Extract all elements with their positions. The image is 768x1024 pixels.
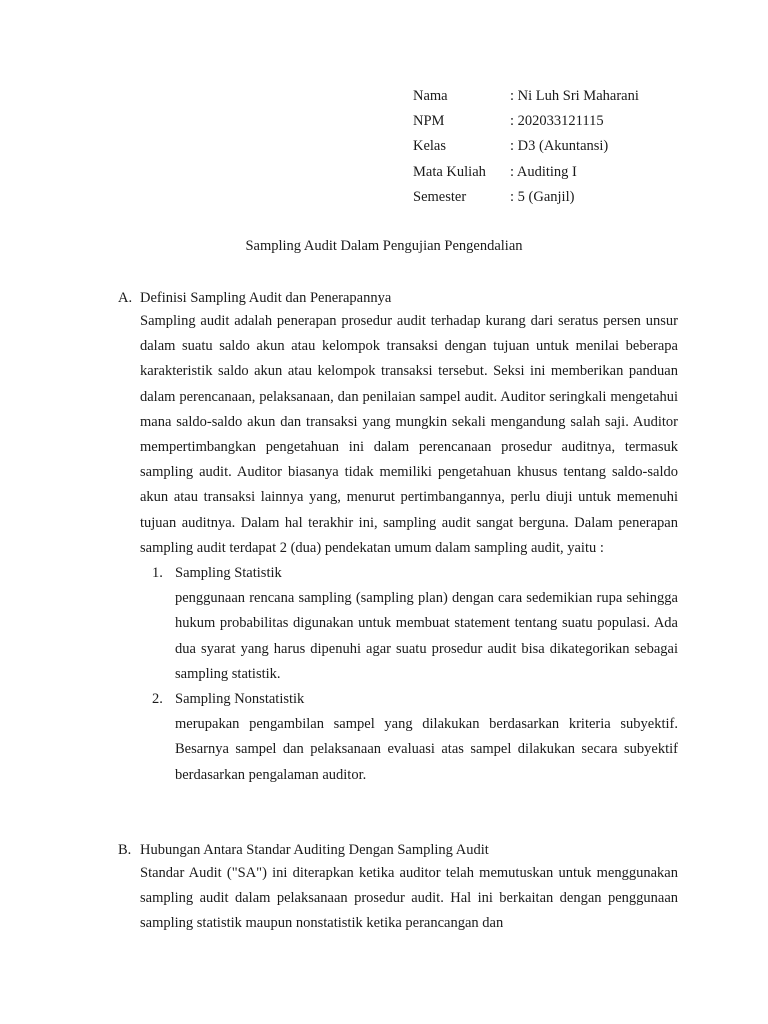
list-item-heading: [140, 561, 678, 586]
identity-value: : 202033121115: [510, 113, 604, 130]
list-item-sampling-nonstatistik: [140, 687, 678, 788]
identity-label: Mata Kuliah: [413, 163, 486, 180]
identity-row-course: [413, 162, 639, 187]
list-item-body: penggunaan rencana sampling (sampling plan) dengan cara sedemikian rupa sehingga hukum probabilitas digunakan untuk membuat statement tentang suatu populasi. Ada dua syarat yang harus dipenuhi agar suatu prosedur audit bisa dikategorikan sebagai sampling statistik.: [175, 590, 678, 682]
identity-value: : Auditing I: [510, 163, 577, 180]
list-item-title: Sampling Nonstatistik: [175, 691, 305, 708]
section-letter: A.: [118, 290, 133, 306]
list-item-title: Sampling Statistik: [175, 565, 282, 582]
list-number: 1.: [152, 565, 163, 582]
list-item-body: merupakan pengambilan sampel yang dilakukan berdasarkan kriteria subyektif. Besarnya sampel dan pelaksanaan evaluasi atas sampel dilakukan secara subyektif berdasarkan pengalaman auditor.: [175, 716, 678, 783]
student-identity-block: [413, 86, 639, 212]
identity-value: : 5 (Ganjil): [510, 188, 575, 205]
identity-label: NPM: [413, 113, 445, 130]
section-heading-text: Definisi Sampling Audit dan Penerapannya: [140, 290, 392, 306]
identity-label: Kelas: [413, 138, 447, 155]
identity-value: : D3 (Akuntansi): [510, 138, 609, 155]
identity-row-semester: [413, 187, 639, 212]
section-b-paragraph: Standar Audit ("SA") ini diterapkan ketika auditor telah memutuskan untuk menggunakan sampling audit dalam pelaksanaan prosedur audit. Hal ini berkaitan dengan penggunaan sampling statistik maupun nonstatistik ketika perancangan dan: [140, 865, 678, 932]
section-a-heading: [118, 288, 678, 309]
section-b-heading: [118, 840, 678, 861]
identity-label: Nama: [413, 88, 448, 104]
list-item-sampling-statistik: [140, 561, 678, 687]
section-heading-text: Hubungan Antara Standar Auditing Dengan Sampling Audit: [140, 842, 489, 858]
identity-value: : Ni Luh Sri Maharani: [510, 88, 639, 104]
identity-row-npm: [413, 111, 639, 136]
section-letter: B.: [118, 842, 132, 858]
section-a-paragraph: Sampling audit adalah penerapan prosedur audit terhadap kurang dari seratus persen unsur dalam suatu saldo akun atau kelompok transaksi dengan tujuan untuk menilai beberapa karakteristik saldo akun atau kelompok transaksi tersebut. Seksi ini memberikan panduan dalam perencanaan, pelaksanaan, dan penilaian sampel audit. Auditor seringkali mengetahui mana saldo-saldo akun dan transaksi yang mungkin sekali mengandung salah saji. Auditor mempertimbangkan pengetahuan ini dalam perencanaan prosedur auditnya, termasuk sampling audit. Auditor biasanya tidak memiliki pengetahuan khusus tentang saldo-saldo akun atau transaksi lainnya yang, menurut pertimbangannya, perlu diuji untuk memenuhi tujuan auditnya. Dalam hal terakhir ini, sampling audit sangat berguna. Dalam penerapan sampling audit terdapat 2 (dua) pendekatan umum dalam sampling audit, yaitu :: [140, 313, 678, 556]
section-b: [118, 840, 678, 937]
identity-label: Semester: [413, 188, 467, 205]
section-a: [118, 288, 678, 788]
list-item-heading: [140, 687, 678, 712]
document-title: Sampling Audit Dalam Pengujian Pengendalian: [245, 238, 523, 254]
identity-row-class: [413, 136, 639, 161]
list-number: 2.: [152, 691, 163, 708]
identity-row-name: [413, 86, 639, 111]
